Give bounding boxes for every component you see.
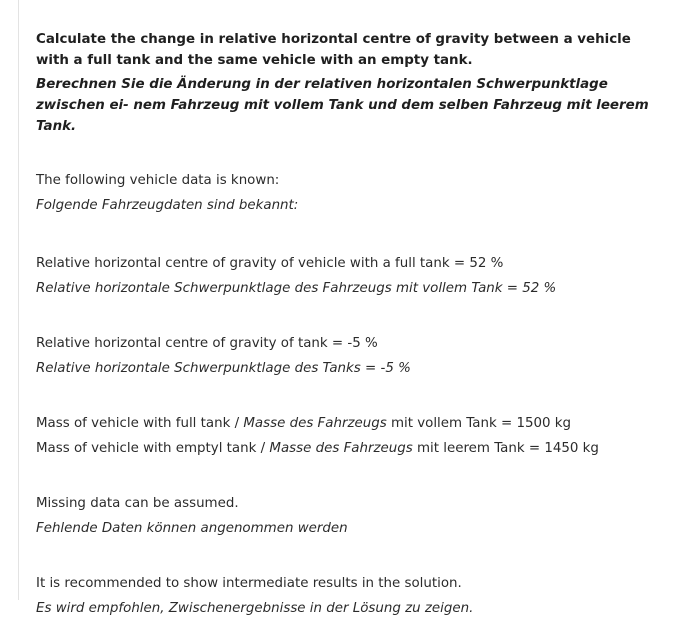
heading-english: Calculate the change in relative horizontal centre of gravity between a vehicle with a full tank and the same vehicle with an empty tank. bbox=[36, 32, 631, 68]
known-data-english: The following vehicle data is known: bbox=[36, 173, 280, 188]
heading-german: Berechnen Sie die Änderung in der relativen horizontalen Schwerpunktlage zwischen ei- nem Fahrzeug mit vollem Tank und dem selben Fahrzeug mit leerem Tank. bbox=[36, 77, 649, 134]
mass-empty-italic: Masse des Fahrzeugs bbox=[269, 441, 413, 456]
missing-data-german: Fehlende Daten können angenommen werden bbox=[36, 521, 348, 536]
cog-full-tank-german: Relative horizontale Schwerpunktlage des Fahrzeugs mit vollem Tank = 52 % bbox=[36, 281, 557, 296]
mass-full-prefix: Mass of vehicle with full tank / bbox=[36, 416, 244, 431]
cog-full-tank-block bbox=[36, 251, 666, 301]
mass-empty-prefix: Mass of vehicle with emptyl tank / bbox=[36, 441, 270, 456]
mass-empty-suffix: mit leerem Tank = 1450 kg bbox=[412, 441, 599, 456]
mass-full-tank bbox=[36, 411, 666, 436]
recommend-english: It is recommended to show intermediate results in the solution. bbox=[36, 576, 462, 591]
cog-tank-block bbox=[36, 331, 666, 381]
recommend-german: Es wird empfohlen, Zwischenergebnisse in der Lösung zu zeigen. bbox=[36, 601, 474, 616]
cog-tank-english: Relative horizontal centre of gravity of tank = -5 % bbox=[36, 336, 378, 351]
recommend-block bbox=[36, 571, 666, 621]
cog-full-tank-english: Relative horizontal centre of gravity of vehicle with a full tank = 52 % bbox=[36, 256, 504, 271]
mass-empty-tank bbox=[36, 436, 666, 461]
known-data-block bbox=[36, 168, 666, 218]
mass-full-suffix: mit vollem Tank = 1500 kg bbox=[386, 416, 572, 431]
cog-tank-german: Relative horizontale Schwerpunktlage des Tanks = -5 % bbox=[36, 361, 411, 376]
known-data-german: Folgende Fahrzeugdaten sind bekannt: bbox=[36, 198, 299, 213]
missing-data-block bbox=[36, 491, 666, 541]
task-document bbox=[36, 29, 666, 621]
missing-data-english: Missing data can be assumed. bbox=[36, 496, 239, 511]
mass-full-italic: Masse des Fahrzeugs bbox=[243, 416, 387, 431]
mass-block bbox=[36, 411, 666, 461]
